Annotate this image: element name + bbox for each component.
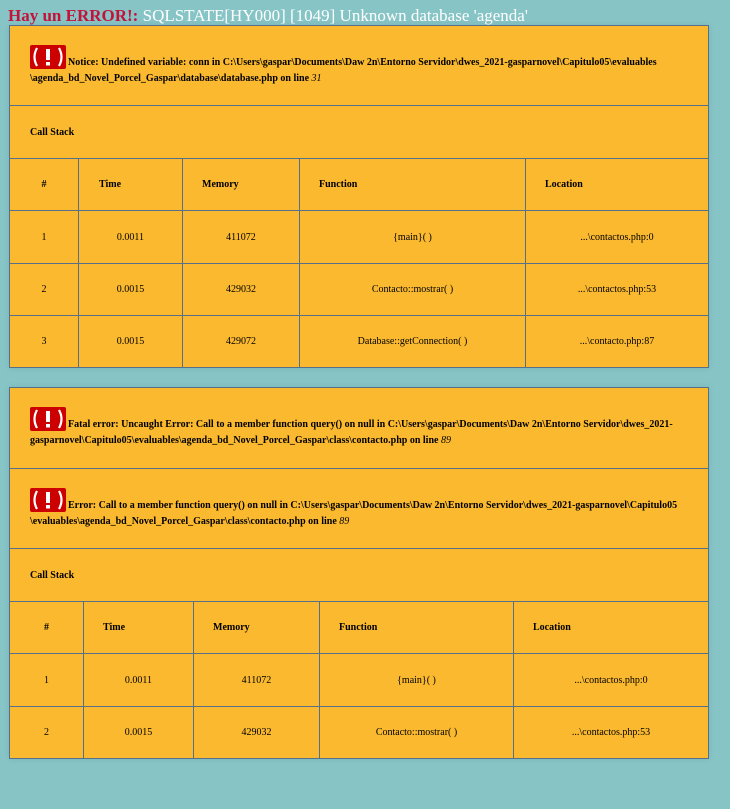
col-header-memory: Memory <box>194 602 320 654</box>
cell-number: 2 <box>10 264 79 316</box>
call-stack-label: Call Stack <box>10 106 709 159</box>
cell-location: ...\contactos.php:0 <box>514 654 709 707</box>
cell-memory: 429032 <box>194 707 320 759</box>
error-message: SQLSTATE[HY000] [1049] Unknown database 'agenda' <box>142 6 528 25</box>
col-header-number: # <box>10 159 79 211</box>
fatal-row <box>10 388 709 469</box>
error-row <box>10 469 709 549</box>
cell-function: {main}( ) <box>300 211 526 264</box>
col-header-time: Time <box>84 602 194 654</box>
error-label: Hay un ERROR!: <box>8 6 139 25</box>
col-header-location: Location <box>526 159 709 211</box>
error-message-cell <box>10 469 709 549</box>
col-header-location: Location <box>514 602 709 654</box>
table-row <box>10 707 709 759</box>
xdebug-fatal-table <box>9 387 709 759</box>
table-header-row <box>10 159 709 211</box>
cell-time: 0.0011 <box>84 654 194 707</box>
cell-time: 0.0015 <box>79 264 183 316</box>
cell-time: 0.0011 <box>79 211 183 264</box>
cell-number: 1 <box>10 654 84 707</box>
col-header-function: Function <box>300 159 526 211</box>
col-header-time: Time <box>79 159 183 211</box>
cell-function: {main}( ) <box>320 654 514 707</box>
table-header-row <box>10 602 709 654</box>
call-stack-row <box>10 106 709 159</box>
call-stack-label: Call Stack <box>10 549 709 602</box>
cell-location: ...\contactos.php:53 <box>526 264 709 316</box>
cell-memory: 429032 <box>183 264 300 316</box>
cell-location: ...\contactos.php:0 <box>526 211 709 264</box>
col-header-number: # <box>10 602 84 654</box>
cell-number: 3 <box>10 316 79 368</box>
table-row <box>10 264 709 316</box>
error-icon <box>30 488 66 512</box>
notice-row <box>10 26 709 106</box>
cell-memory: 411072 <box>194 654 320 707</box>
cell-function: Contacto::mostrar( ) <box>300 264 526 316</box>
cell-time: 0.0015 <box>84 707 194 759</box>
notice-line: 31 <box>311 72 322 84</box>
table-row <box>10 316 709 368</box>
notice-message <box>10 26 709 106</box>
error-line: 89 <box>339 515 350 527</box>
fatal-message <box>10 388 709 469</box>
error-icon <box>30 407 66 431</box>
error-text: Error: Call to a member function query() on null in C:\Users\gaspar\Documents\Daw 2n\Entorno Servidor\dwes_2021-gasparnovel\Capitulo05 \evaluables\agenda_bd_Novel_Porcel_Gaspar\class\contacto.php on line <box>30 499 678 527</box>
error-heading <box>8 5 528 27</box>
call-stack-row <box>10 549 709 602</box>
cell-number: 1 <box>10 211 79 264</box>
col-header-function: Function <box>320 602 514 654</box>
cell-location: ...\contacto.php:87 <box>526 316 709 368</box>
cell-number: 2 <box>10 707 84 759</box>
fatal-line: 89 <box>440 435 451 446</box>
notice-text: Notice: Undefined variable: conn in C:\Users\gaspar\Documents\Daw 2n\Entorno Servidor\dwes_2021-gasparnovel\Capitulo05\evaluables \agenda_bd_Novel_Porcel_Gaspar\database\database.php on line <box>30 56 657 84</box>
cell-memory: 429072 <box>183 316 300 368</box>
table-row <box>10 211 709 264</box>
cell-function: Contacto::mostrar( ) <box>320 707 514 759</box>
cell-function: Database::getConnection( ) <box>300 316 526 368</box>
fatal-text: Fatal error: Uncaught Error: Call to a member function query() on null in C:\Users\gaspar\Documents\Daw 2n\Entorno Servidor\dwes_2021-gasparnovel\Capitulo05\evaluables\agenda_bd_Novel_Porcel_Gaspar\class\contacto.php on line <box>30 419 673 446</box>
xdebug-notice-table <box>9 25 709 368</box>
table-row <box>10 654 709 707</box>
error-icon <box>30 45 66 69</box>
cell-location: ...\contactos.php:53 <box>514 707 709 759</box>
col-header-memory: Memory <box>183 159 300 211</box>
cell-memory: 411072 <box>183 211 300 264</box>
cell-time: 0.0015 <box>79 316 183 368</box>
